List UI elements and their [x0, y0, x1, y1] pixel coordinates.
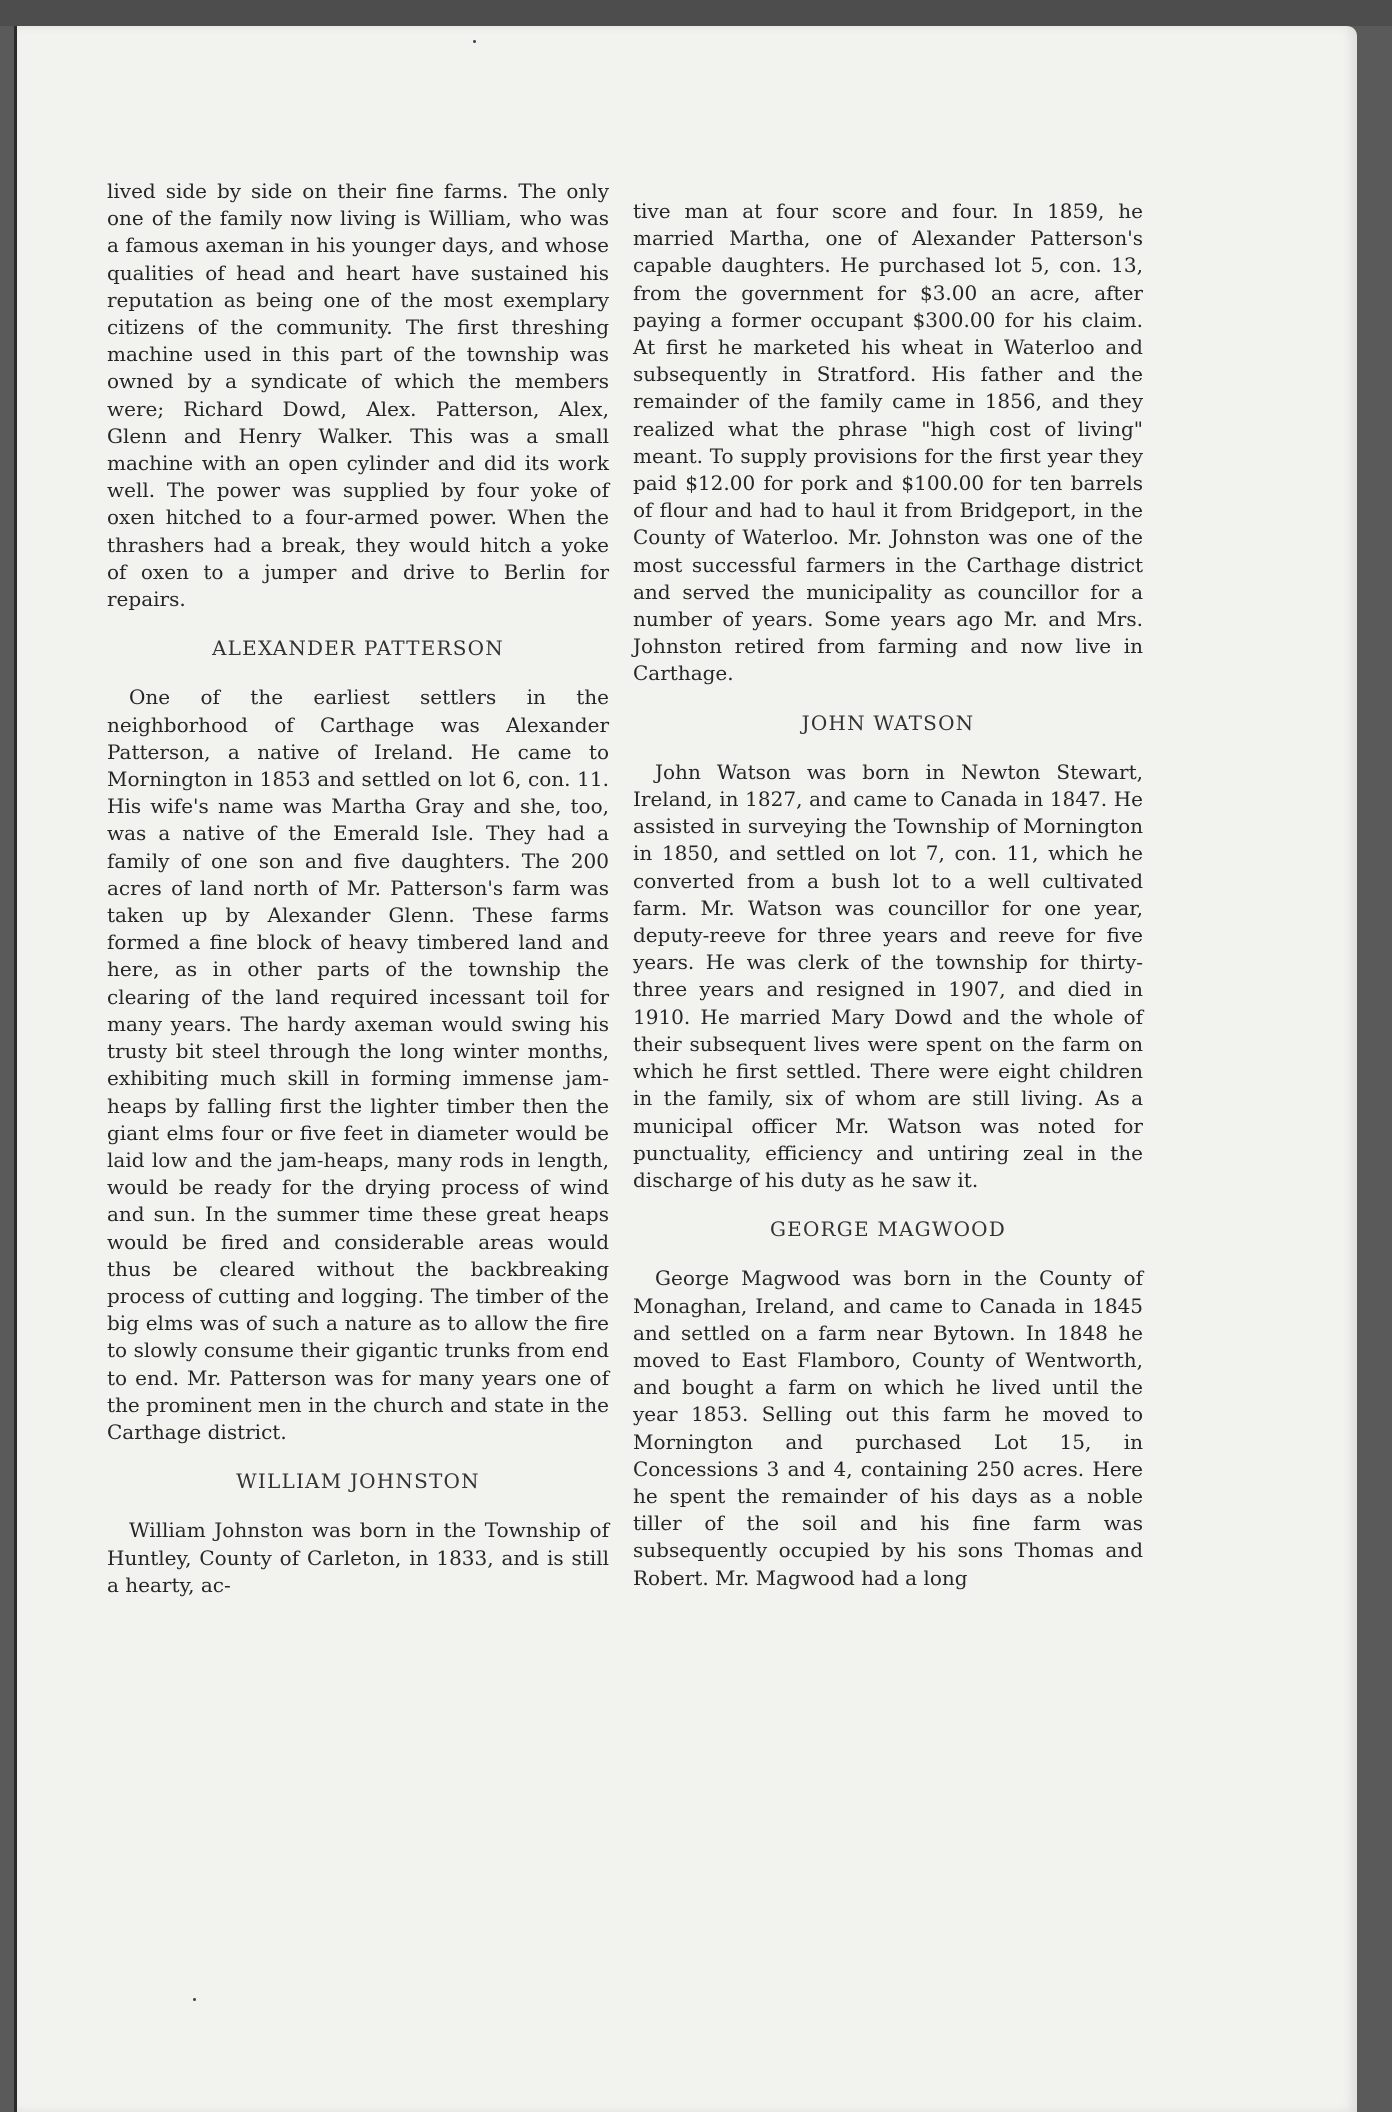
heading-john-watson: JOHN WATSON — [801, 710, 975, 735]
document-page — [14, 26, 1357, 2112]
paragraph-intro: lived side by side on their fine farms. The only one of the family now living is William, who was a famous axeman in his younger days, and whose qualities of head and heart have sustained his reputation as being one of the most exemplary citizens of the community. The first threshing machine used in this part of the township was owned by a syndicate of which the members were; Richard Dowd, Alex. Patterson, Alex, Glenn and Henry Walker. This was a small machine with an open cylinder and did its work well. The power was supplied by four yoke of oxen hitched to a four-armed power. When the thrashers had a break, they would hitch a yoke of oxen to a jumper and drive to Berlin for repairs. — [107, 179, 609, 612]
paragraph-george-magwood: George Magwood was born in the County of Monaghan, Ireland, and came to Canada in 1845 and settled on a farm near Bytown. In 1848 he moved to East Flamboro, County of Wentworth, and bought a farm on which he lived until the year 1853. Selling out this farm he moved to Mornington and purchased Lot 15, in Concessions 3 and 4, containing 250 acres. Here he spent the remainder of his days as a noble tiller of the soil and his fine farm was subsequently occupied by his sons Thomas and Robert. Mr. Magwood had a long — [633, 1266, 1143, 1590]
heading-alexander-patterson: ALEXANDER PATTERSON — [212, 636, 504, 661]
heading-george-magwood: GEORGE MAGWOOD — [769, 1217, 1007, 1242]
scan-speck — [473, 40, 476, 43]
paragraph-william-johnston-start: William Johnston was born in the Township of Huntley, County of Carleton, in 1833, and is still a hearty, ac- — [107, 1518, 609, 1597]
right-column — [633, 198, 1143, 1592]
paragraph-william-johnston-continued: tive man at four score and four. In 1859, he married Martha, one of Alexander Patterson's capable daughters. He purchased lot 5, con. 13, from the government for $3.00 an acre, after paying a former occupant $300.00 for his claim. At first he marketed his wheat in Waterloo and subsequently in Stratford. His father and the remainder of the family came in 1856, and they realized what the phrase "high cost of living" meant. To supply provisions for the first year they paid $12.00 for pork and $100.00 for ten barrels of flour and had to haul it from Bridgeport, in the County of Waterloo. Mr. Johnston was one of the most successful farmers in the Carthage district and served the municipality as councillor for a number of years. Some years ago Mr. and Mrs. Johnston retired from farming and now live in Carthage. — [633, 199, 1143, 686]
scan-border-top — [0, 0, 1392, 26]
scan-speck — [193, 1998, 196, 2001]
left-column — [107, 178, 609, 1599]
heading-william-johnston: WILLIAM JOHNSTON — [236, 1469, 480, 1494]
paragraph-john-watson: John Watson was born in Newton Stewart, Ireland, in 1827, and came to Canada in 1847. He assisted in surveying the Township of Mornington in 1850, and settled on lot 7, con. 11, which he converted from a bush lot to a well cultivated farm. Mr. Watson was councillor for one year, deputy-reeve for three years and reeve for five years. He was clerk of the township for thirty-three years and resigned in 1907, and died in 1910. He married Mary Dowd and the whole of their subsequent lives were spent on the farm on which he first settled. There were eight children in the family, six of whom are still living. As a municipal officer Mr. Watson was noted for punctuality, efficiency and untiring zeal in the discharge of his duty as he saw it. — [633, 759, 1143, 1192]
paragraph-alexander-patterson: One of the earliest settlers in the neighborhood of Carthage was Alexander Patterson, a native of Ireland. He came to Mornington in 1853 and settled on lot 6, con. 11. His wife's name was Martha Gray and she, too, was a native of the Emerald Isle. They had a family of one son and five daughters. The 200 acres of land north of Mr. Patterson's farm was taken up by Alexander Glenn. These farms formed a fine block of heavy timbered land and here, as in other parts of the township the clearing of the land required incessant toil for many years. The hardy axeman would swing his trusty bit steel through the long winter months, exhibiting much skill in forming immense jam-heaps by falling first the lighter timber then the giant elms four or five feet in diameter would be laid low and the jam-heaps, many rods in length, would be ready for the drying process of wind and sun. In the summer time these great heaps would be fired and considerable areas would thus be cleared without the backbreaking process of cutting and logging. The timber of the big elms was of such a nature as to allow the fire to slowly consume their gigantic trunks from end to end. Mr. Patterson was for many years one of the prominent men in the church and state in the Carthage district. — [107, 685, 609, 1444]
